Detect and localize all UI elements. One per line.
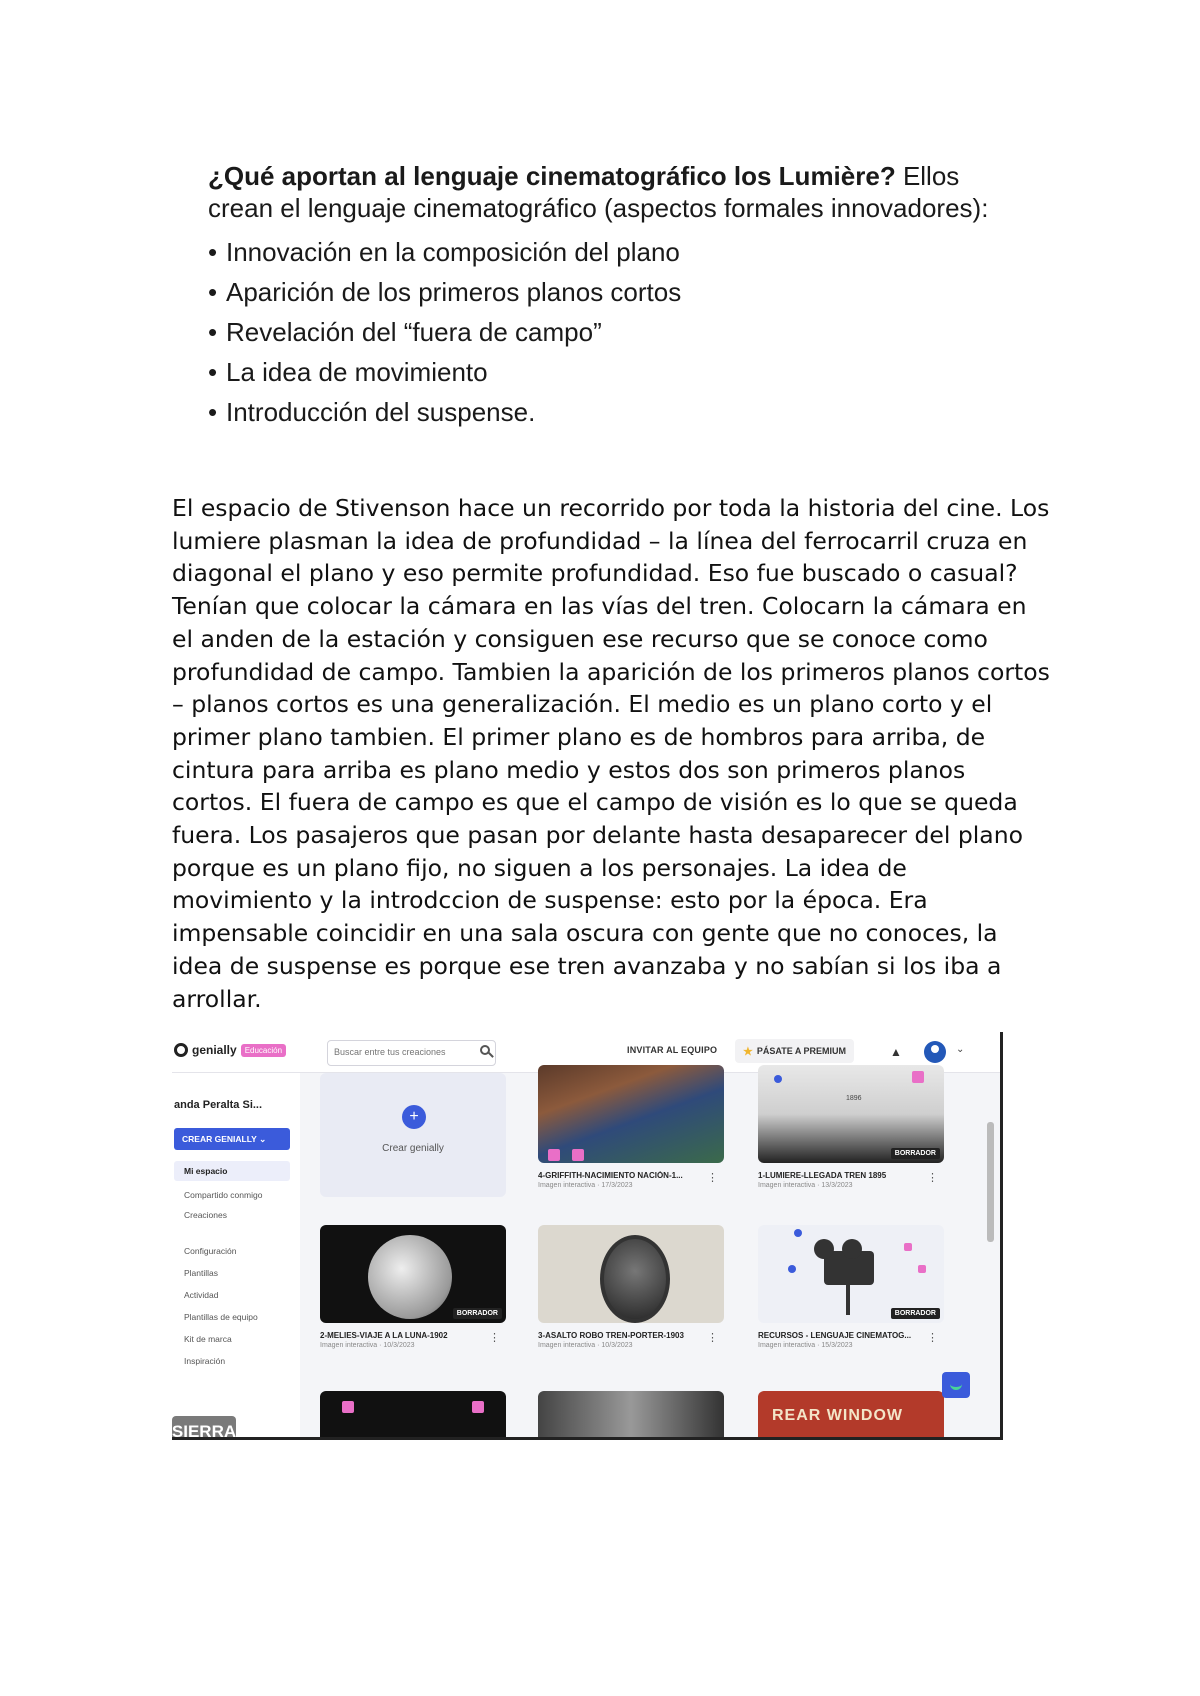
reel-icon: [814, 1239, 834, 1259]
card-thumbnail: [758, 1225, 944, 1323]
creation-card[interactable]: [320, 1225, 506, 1349]
card-thumbnail: [758, 1065, 944, 1163]
hotspot-icon: [472, 1401, 484, 1413]
card-subtitle: Imagen interactiva · 10/3/2023: [320, 1342, 415, 1349]
hotspot-icon: [788, 1265, 796, 1273]
bullet-item: • Innovación en la composición del plano: [208, 232, 1028, 272]
search-icon[interactable]: [480, 1045, 490, 1055]
more-options-icon[interactable]: ⋮: [927, 1172, 938, 1184]
card-thumbnail: [320, 1391, 506, 1440]
slide-lead-bold: ¿Qué aportan al lenguaje cinematográfico los Lumière?: [208, 161, 896, 191]
card-subtitle: Imagen interactiva · 10/3/2023: [538, 1342, 633, 1349]
card-thumbnail: [538, 1225, 724, 1323]
search-box: [327, 1040, 496, 1066]
card-title: 2-MELIES-VIAJE A LA LUNA-1902: [320, 1331, 448, 1340]
creation-card[interactable]: [320, 1391, 506, 1440]
more-options-icon[interactable]: ⋮: [489, 1332, 500, 1344]
create-card-label: Crear genially: [382, 1143, 444, 1154]
star-icon: ★: [743, 1045, 753, 1058]
edu-badge: Educación: [241, 1044, 286, 1057]
card-thumbnail: [538, 1065, 724, 1163]
sidebar-item-activity[interactable]: Actividad: [184, 1290, 219, 1300]
bullet-item: • Aparición de los primeros planos cortos: [208, 272, 1028, 312]
logo-text: genially: [192, 1043, 237, 1057]
moon-image: [368, 1235, 452, 1319]
draft-badge: BORRADOR: [891, 1308, 940, 1319]
slide-lead: [208, 160, 1028, 224]
watermark-logo: SIERRA: [172, 1416, 236, 1440]
year-text: 1896: [846, 1095, 862, 1102]
hotspot-icon: [548, 1149, 560, 1161]
hotspot-icon: [774, 1075, 782, 1083]
portrait-image: [600, 1235, 670, 1323]
avatar[interactable]: [924, 1041, 946, 1063]
sidebar-item-brand-kit[interactable]: Kit de marca: [184, 1334, 232, 1344]
card-subtitle: Imagen interactiva · 13/3/2023: [758, 1182, 853, 1189]
reel-icon: [842, 1239, 862, 1259]
creation-card[interactable]: [758, 1065, 944, 1189]
user-name: anda Peralta Si...: [174, 1099, 263, 1111]
creations-grid: [320, 1073, 976, 1437]
premium-button[interactable]: [735, 1039, 854, 1063]
card-title: RECURSOS - LENGUAJE CINEMATOG...: [758, 1331, 912, 1340]
sidebar-item-shared[interactable]: Compartido conmigo: [184, 1190, 263, 1200]
create-genially-card[interactable]: [320, 1073, 506, 1197]
card-thumbnail: [538, 1391, 724, 1440]
card-thumbnail: [758, 1391, 944, 1440]
card-title: 1-LUMIERE-LLEGADA TREN 1895: [758, 1171, 887, 1180]
bullet-item: • Revelación del “fuera de campo”: [208, 312, 1028, 352]
chat-icon[interactable]: [942, 1372, 970, 1398]
bullet-item: • La idea de movimiento: [208, 352, 1028, 392]
sidebar-item-inspiration[interactable]: Inspiración: [184, 1356, 226, 1366]
invite-team-button[interactable]: INVITAR AL EQUIPO: [627, 1045, 718, 1055]
tripod-icon: [846, 1285, 850, 1315]
plus-icon: +: [402, 1105, 426, 1129]
creation-card[interactable]: [538, 1391, 724, 1440]
hotspot-icon: [572, 1149, 584, 1161]
slide-lead-rest: Ellos crean el lenguaje cinematográfico (aspectos formales innovadores):: [208, 161, 989, 223]
bullet-list: [208, 232, 1028, 432]
more-options-icon[interactable]: ⋮: [707, 1332, 718, 1344]
card-title: 4-GRIFFITH-NACIMIENTO NACIÓN-1...: [538, 1171, 683, 1180]
genially-screenshot: [172, 1032, 1003, 1440]
create-button-label: CREAR GENIALLY: [182, 1134, 257, 1144]
chevron-down-icon[interactable]: ⌄: [956, 1044, 965, 1055]
hotspot-icon: [918, 1265, 926, 1273]
slide-text-block: [208, 160, 1028, 432]
card-subtitle: Imagen interactiva · 15/3/2023: [758, 1342, 853, 1349]
poster-title: REAR WINDOW: [772, 1407, 903, 1424]
sidebar-item-team-templates[interactable]: Plantillas de equipo: [184, 1312, 258, 1322]
logo-icon: [174, 1043, 188, 1057]
more-options-icon[interactable]: ⋮: [927, 1332, 938, 1344]
bell-icon[interactable]: ▲: [890, 1045, 902, 1059]
sidebar-item-settings[interactable]: Configuración: [184, 1246, 237, 1256]
hotspot-icon: [912, 1071, 924, 1083]
sidebar-item-templates[interactable]: Plantillas: [184, 1268, 219, 1278]
draft-badge: BORRADOR: [891, 1148, 940, 1159]
sidebar-item-my-space[interactable]: Mi espacio: [174, 1161, 290, 1181]
hotspot-icon: [904, 1243, 912, 1251]
hotspot-icon: [342, 1401, 354, 1413]
create-genially-button[interactable]: CREAR GENIALLY ⌄: [174, 1128, 290, 1150]
card-thumbnail: [320, 1225, 506, 1323]
draft-badge: BORRADOR: [453, 1308, 502, 1319]
bullet-item: • Introducción del suspense.: [208, 392, 1028, 432]
sidebar-item-creations[interactable]: Creaciones: [184, 1210, 227, 1220]
creation-card[interactable]: [758, 1391, 944, 1440]
card-subtitle: Imagen interactiva · 17/3/2023: [538, 1182, 633, 1189]
creation-card[interactable]: [538, 1065, 724, 1189]
creation-card[interactable]: [758, 1225, 944, 1349]
card-title: 3-ASALTO ROBO TREN-PORTER-1903: [538, 1331, 684, 1340]
scrollbar[interactable]: [987, 1122, 994, 1242]
premium-label: PÁSATE A PREMIUM: [756, 1046, 847, 1056]
search-input[interactable]: [328, 1041, 478, 1063]
hotspot-icon: [794, 1229, 802, 1237]
creation-card[interactable]: [538, 1225, 724, 1349]
body-paragraph: El espacio de Stivenson hace un recorrido por toda la historia del cine. Los lumiere plasman la idea de profundidad – la línea del ferrocarril cruza en diagonal el plano y eso permite profundidad. Eso fue buscado o casual? Tenían que colocar la cámara en las vías del tren. Colocarn la cámara en el anden de la estación y consiguen ese recurso que se conoce como profundidad de campo. Tambien la aparición de los primeros planos cortos – planos cortos es una generalización. El medio es un plano corto y el primer plano tambien. El primer plano es de hombros para arriba, de cintura para arriba es plano medio y estos dos son primeros planos cortos. El fuera de campo es que el campo de visión es lo que se queda fuera. Los pasajeros que pasan por delante hasta desaparecer del plano porque es un plano fijo, no siguen a los personajes. La idea de movimiento y la introdccion de suspense: esto por la época. Era impensable coincidir en una sala oscura con gente que no conoces, la idea de suspense es porque ese tren avanzaba y no sabían si los iba a arrollar.: [172, 494, 1050, 1013]
more-options-icon[interactable]: ⋮: [707, 1172, 718, 1184]
genially-logo[interactable]: [174, 1043, 286, 1057]
sidebar: [172, 1073, 300, 1440]
